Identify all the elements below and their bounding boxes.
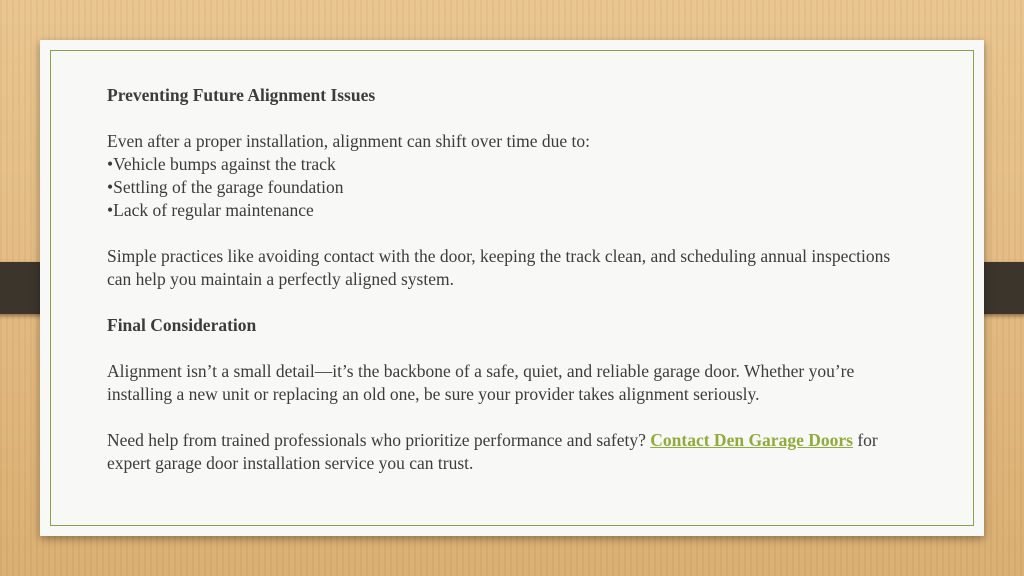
cta-paragraph	[107, 429, 907, 475]
bullet-item: •Settling of the garage foundation	[107, 177, 344, 197]
cta-text-before: Need help from trained professionals who prioritize performance and safety?	[107, 430, 651, 450]
slide-card	[40, 40, 984, 536]
bullet-item: •Lack of regular maintenance	[107, 200, 314, 220]
intro-text: Even after a proper installation, alignment can shift over time due to:	[107, 131, 591, 151]
heading-preventing-issues: Preventing Future Alignment Issues	[107, 85, 376, 105]
slide-content	[107, 84, 907, 475]
bullet-item: •Vehicle bumps against the track	[107, 154, 336, 174]
heading-final-consideration: Final Consideration	[107, 315, 257, 335]
practices-paragraph: Simple practices like avoiding contact with the door, keeping the track clean, and scheduling annual inspections can help you maintain a perfectly aligned system.	[107, 246, 891, 289]
alignment-paragraph: Alignment isn’t a small detail—it’s the backbone of a safe, quiet, and reliable garage door. Whether you’re installing a new unit or replacing an old one, be sure your provider takes alignment seriously.	[107, 361, 855, 404]
contact-link[interactable]: Contact Den Garage Doors	[650, 430, 853, 450]
cta-text-after: for expert garage door installation service you can trust.	[107, 430, 878, 473]
